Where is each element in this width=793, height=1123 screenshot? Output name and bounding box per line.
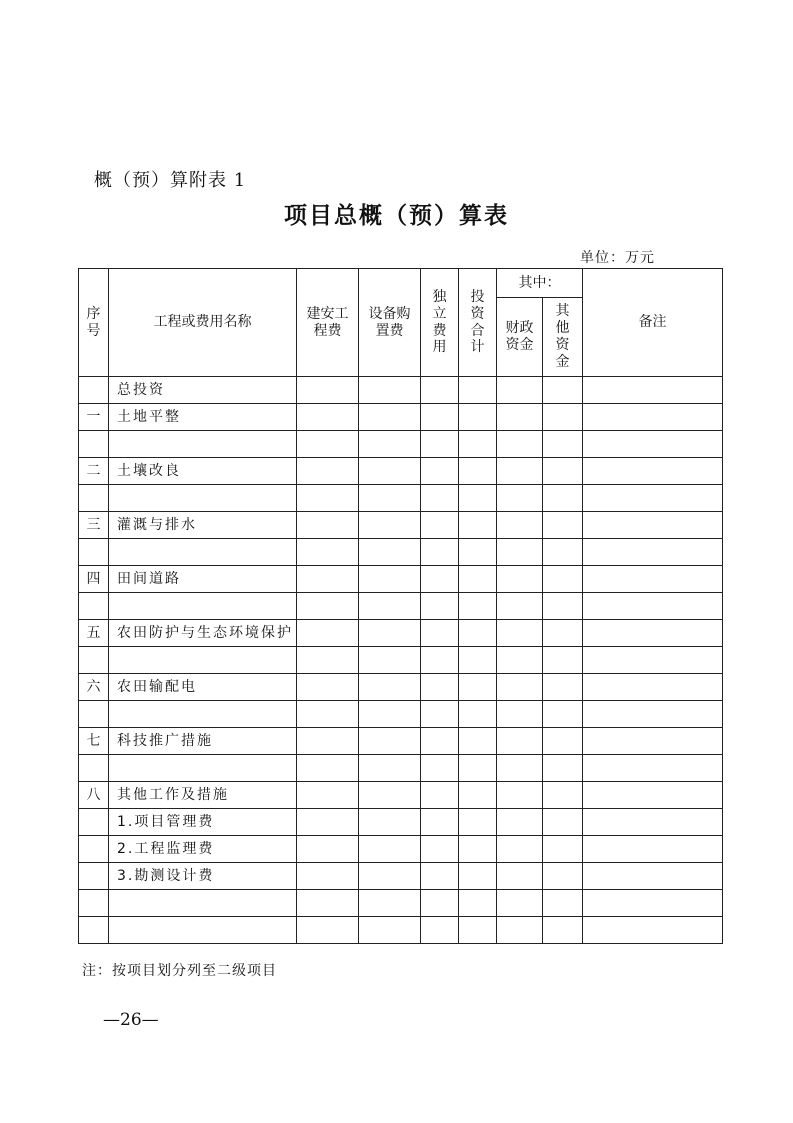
cell-other — [543, 809, 583, 836]
col-remarks-header: 备注 — [583, 269, 723, 377]
cell-construction — [297, 377, 359, 404]
cell-equipment — [359, 458, 421, 485]
cell-other — [543, 836, 583, 863]
col-seq-header: 序号 — [79, 269, 109, 377]
table-row — [79, 917, 723, 944]
cell-independent — [421, 890, 459, 917]
cell-equipment — [359, 620, 421, 647]
cell-name — [109, 593, 297, 620]
cell-remarks — [583, 809, 723, 836]
cell-equipment — [359, 890, 421, 917]
cell-seq — [79, 539, 109, 566]
cell-equipment — [359, 782, 421, 809]
cell-name: 农田输配电 — [109, 674, 297, 701]
cell-remarks — [583, 647, 723, 674]
cell-seq — [79, 809, 109, 836]
cell-name: 土地平整 — [109, 404, 297, 431]
cell-seq — [79, 701, 109, 728]
cell-other — [543, 431, 583, 458]
table-row — [79, 674, 723, 701]
table-row — [79, 593, 723, 620]
cell-equipment — [359, 647, 421, 674]
table-row — [79, 836, 723, 863]
cell-remarks — [583, 674, 723, 701]
cell-name — [109, 755, 297, 782]
cell-equipment — [359, 404, 421, 431]
cell-remarks — [583, 566, 723, 593]
cell-name — [109, 647, 297, 674]
cell-total — [459, 485, 497, 512]
table-row — [79, 809, 723, 836]
cell-construction — [297, 404, 359, 431]
cell-fiscal — [497, 566, 543, 593]
cell-total — [459, 377, 497, 404]
cell-total — [459, 593, 497, 620]
cell-remarks — [583, 593, 723, 620]
cell-other — [543, 782, 583, 809]
cell-fiscal — [497, 809, 543, 836]
cell-equipment — [359, 539, 421, 566]
cell-total — [459, 404, 497, 431]
col-equipment-header: 设备购置费 — [359, 269, 421, 377]
cell-construction — [297, 647, 359, 674]
cell-name — [109, 431, 297, 458]
table-row — [79, 377, 723, 404]
cell-remarks — [583, 701, 723, 728]
col-construction-header: 建安工程费 — [297, 269, 359, 377]
cell-fiscal — [497, 539, 543, 566]
cell-fiscal — [497, 512, 543, 539]
cell-seq — [79, 647, 109, 674]
table-row — [79, 728, 723, 755]
cell-other — [543, 404, 583, 431]
cell-independent — [421, 458, 459, 485]
table-row — [79, 404, 723, 431]
cell-equipment — [359, 863, 421, 890]
cell-independent — [421, 728, 459, 755]
cell-remarks — [583, 782, 723, 809]
table-row — [79, 539, 723, 566]
cell-name: 农田防护与生态环境保护 — [109, 620, 297, 647]
cell-remarks — [583, 431, 723, 458]
cell-remarks — [583, 863, 723, 890]
cell-independent — [421, 782, 459, 809]
cell-independent — [421, 863, 459, 890]
cell-equipment — [359, 836, 421, 863]
table-row — [79, 863, 723, 890]
cell-independent — [421, 917, 459, 944]
cell-construction — [297, 620, 359, 647]
cell-equipment — [359, 593, 421, 620]
cell-construction — [297, 485, 359, 512]
cell-seq: 七 — [79, 728, 109, 755]
cell-remarks — [583, 890, 723, 917]
cell-construction — [297, 701, 359, 728]
unit-label: 单位：万元 — [580, 250, 655, 266]
cell-construction — [297, 917, 359, 944]
cell-seq — [79, 431, 109, 458]
table-row — [79, 647, 723, 674]
cell-seq — [79, 485, 109, 512]
cell-independent — [421, 647, 459, 674]
cell-seq: 一 — [79, 404, 109, 431]
cell-other — [543, 917, 583, 944]
col-other-header: 其他资金 — [543, 298, 583, 377]
cell-fiscal — [497, 485, 543, 512]
cell-total — [459, 674, 497, 701]
cell-other — [543, 377, 583, 404]
cell-name — [109, 539, 297, 566]
cell-fiscal — [497, 377, 543, 404]
cell-name: 3.勘测设计费 — [109, 863, 297, 890]
cell-independent — [421, 377, 459, 404]
cell-independent — [421, 809, 459, 836]
col-fiscal-header: 财政资金 — [497, 298, 543, 377]
cell-construction — [297, 890, 359, 917]
table-row — [79, 458, 723, 485]
cell-seq: 四 — [79, 566, 109, 593]
cell-other — [543, 620, 583, 647]
cell-seq — [79, 863, 109, 890]
cell-equipment — [359, 701, 421, 728]
cell-name: 灌溉与排水 — [109, 512, 297, 539]
cell-remarks — [583, 917, 723, 944]
cell-other — [543, 863, 583, 890]
cell-other — [543, 512, 583, 539]
cell-construction — [297, 782, 359, 809]
cell-name: 田间道路 — [109, 566, 297, 593]
cell-fiscal — [497, 404, 543, 431]
attachment-label: 概（预）算附表 1 — [94, 170, 247, 191]
cell-total — [459, 809, 497, 836]
cell-other — [543, 458, 583, 485]
cell-equipment — [359, 728, 421, 755]
table-row — [79, 755, 723, 782]
table-row — [79, 431, 723, 458]
cell-seq — [79, 593, 109, 620]
cell-total — [459, 782, 497, 809]
cell-name: 2.工程监理费 — [109, 836, 297, 863]
cell-fiscal — [497, 728, 543, 755]
cell-equipment — [359, 377, 421, 404]
cell-fiscal — [497, 458, 543, 485]
cell-fiscal — [497, 593, 543, 620]
cell-independent — [421, 431, 459, 458]
cell-independent — [421, 836, 459, 863]
footnote: 注：按项目划分列至二级项目 — [82, 963, 277, 979]
cell-independent — [421, 404, 459, 431]
cell-remarks — [583, 485, 723, 512]
cell-total — [459, 458, 497, 485]
cell-construction — [297, 512, 359, 539]
cell-name: 土壤改良 — [109, 458, 297, 485]
cell-name — [109, 917, 297, 944]
cell-seq: 三 — [79, 512, 109, 539]
cell-name — [109, 890, 297, 917]
cell-name: 总投资 — [109, 377, 297, 404]
table-row — [79, 890, 723, 917]
cell-total — [459, 566, 497, 593]
cell-fiscal — [497, 701, 543, 728]
table-row — [79, 485, 723, 512]
cell-independent — [421, 485, 459, 512]
cell-total — [459, 917, 497, 944]
cell-fiscal — [497, 755, 543, 782]
cell-other — [543, 485, 583, 512]
cell-seq — [79, 917, 109, 944]
cell-total — [459, 728, 497, 755]
cell-fiscal — [497, 620, 543, 647]
table-row — [79, 701, 723, 728]
cell-remarks — [583, 836, 723, 863]
cell-construction — [297, 431, 359, 458]
cell-total — [459, 701, 497, 728]
cell-total — [459, 836, 497, 863]
cell-other — [543, 755, 583, 782]
cell-independent — [421, 593, 459, 620]
col-group-header: 其中： — [497, 269, 583, 298]
cell-total — [459, 890, 497, 917]
table-row — [79, 512, 723, 539]
cell-seq — [79, 836, 109, 863]
cell-total — [459, 755, 497, 782]
cell-construction — [297, 674, 359, 701]
cell-equipment — [359, 512, 421, 539]
cell-seq: 五 — [79, 620, 109, 647]
cell-total — [459, 647, 497, 674]
cell-independent — [421, 701, 459, 728]
cell-fiscal — [497, 836, 543, 863]
cell-name: 其他工作及措施 — [109, 782, 297, 809]
cell-equipment — [359, 674, 421, 701]
cell-other — [543, 701, 583, 728]
cell-name — [109, 485, 297, 512]
cell-total — [459, 620, 497, 647]
cell-total — [459, 512, 497, 539]
budget-table — [78, 268, 723, 944]
cell-independent — [421, 755, 459, 782]
cell-total — [459, 539, 497, 566]
cell-fiscal — [497, 917, 543, 944]
cell-fiscal — [497, 674, 543, 701]
cell-total — [459, 863, 497, 890]
cell-construction — [297, 809, 359, 836]
col-total-header: 投资合计 — [459, 269, 497, 377]
cell-equipment — [359, 755, 421, 782]
cell-remarks — [583, 404, 723, 431]
cell-other — [543, 674, 583, 701]
cell-fiscal — [497, 782, 543, 809]
cell-remarks — [583, 728, 723, 755]
cell-other — [543, 566, 583, 593]
cell-independent — [421, 512, 459, 539]
cell-construction — [297, 863, 359, 890]
table-row — [79, 782, 723, 809]
cell-remarks — [583, 539, 723, 566]
cell-construction — [297, 728, 359, 755]
cell-seq — [79, 890, 109, 917]
table-row — [79, 620, 723, 647]
cell-equipment — [359, 809, 421, 836]
cell-other — [543, 593, 583, 620]
cell-independent — [421, 566, 459, 593]
cell-equipment — [359, 431, 421, 458]
cell-construction — [297, 539, 359, 566]
cell-fiscal — [497, 431, 543, 458]
cell-remarks — [583, 755, 723, 782]
cell-equipment — [359, 566, 421, 593]
cell-other — [543, 890, 583, 917]
table-row — [79, 566, 723, 593]
page-number: —26— — [103, 1010, 159, 1030]
cell-other — [543, 539, 583, 566]
cell-remarks — [583, 620, 723, 647]
cell-remarks — [583, 377, 723, 404]
cell-name — [109, 701, 297, 728]
page-title: 项目总概（预）算表 — [284, 202, 509, 229]
cell-seq — [79, 755, 109, 782]
cell-name: 1.项目管理费 — [109, 809, 297, 836]
cell-fiscal — [497, 647, 543, 674]
cell-fiscal — [497, 890, 543, 917]
cell-construction — [297, 836, 359, 863]
col-name-header: 工程或费用名称 — [109, 269, 297, 377]
cell-construction — [297, 566, 359, 593]
cell-name: 科技推广措施 — [109, 728, 297, 755]
cell-other — [543, 728, 583, 755]
cell-construction — [297, 458, 359, 485]
cell-equipment — [359, 917, 421, 944]
cell-construction — [297, 593, 359, 620]
cell-equipment — [359, 485, 421, 512]
cell-other — [543, 647, 583, 674]
cell-independent — [421, 674, 459, 701]
cell-independent — [421, 620, 459, 647]
col-independent-header: 独立费用 — [421, 269, 459, 377]
cell-seq: 八 — [79, 782, 109, 809]
cell-seq: 六 — [79, 674, 109, 701]
cell-seq — [79, 377, 109, 404]
cell-construction — [297, 755, 359, 782]
cell-fiscal — [497, 863, 543, 890]
cell-remarks — [583, 458, 723, 485]
cell-total — [459, 431, 497, 458]
cell-seq: 二 — [79, 458, 109, 485]
cell-remarks — [583, 512, 723, 539]
cell-independent — [421, 539, 459, 566]
